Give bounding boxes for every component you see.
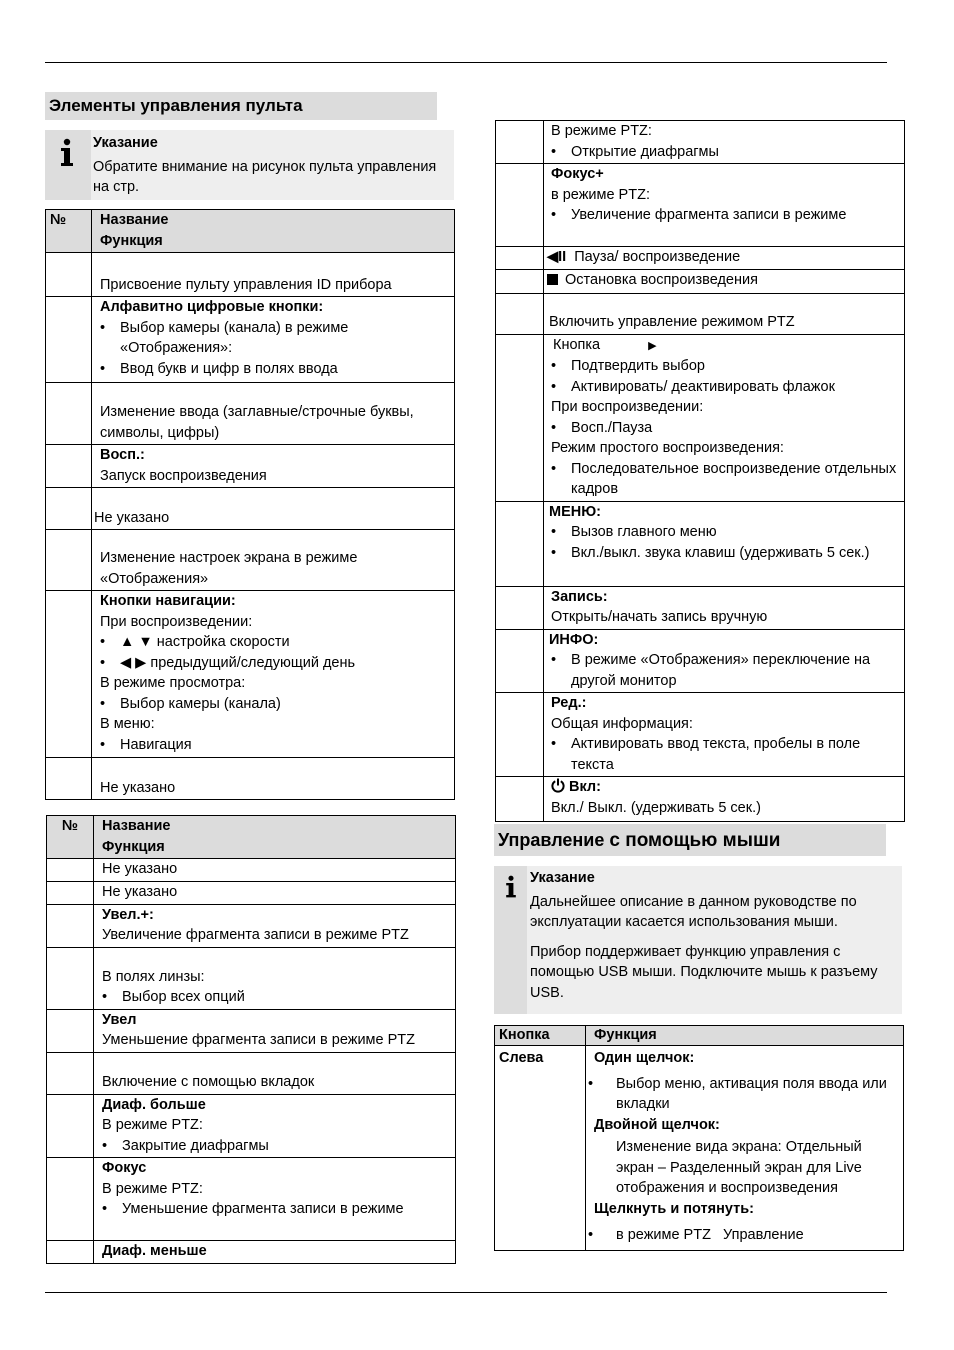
note-paragraph-1: Дальнейшее описание в данном руководстве по эксплуатации касается использования мыши. xyxy=(530,893,857,930)
table-row xyxy=(47,904,456,947)
list-item: • Выбор камеры (канала) xyxy=(100,694,454,715)
section-title-mouse xyxy=(494,824,886,856)
table-row xyxy=(46,253,455,297)
header-name: Название xyxy=(102,818,171,834)
drag-title: Щелкнуть и потянуть: xyxy=(594,1200,754,1217)
table-row xyxy=(496,293,905,334)
table-row xyxy=(496,121,905,164)
row-title: МЕНЮ: xyxy=(549,503,602,520)
table-row xyxy=(46,445,455,488)
double-click-text: Изменение вида экрана: Отдельный экран – Разделенный экран для Live отображения и воспроизведения xyxy=(616,1139,862,1196)
table-row xyxy=(46,758,455,800)
list-item: • Вкл./выкл. звука клавиш (удерживать 5 сек.) xyxy=(551,543,904,564)
info-icon xyxy=(503,874,519,900)
row-text: Не указано xyxy=(92,758,455,800)
header-func: Функция xyxy=(102,838,165,855)
col-header-name-func xyxy=(94,816,456,859)
list-item: • Подтвердить выбор xyxy=(551,356,904,377)
row-text: Запуск воспроизведения xyxy=(100,467,267,484)
power-icon xyxy=(551,778,565,793)
row-line: в режиме PTZ: xyxy=(551,186,650,203)
row-title: Увел.+: xyxy=(102,906,154,923)
list-item: • в режиме PTZ Управление xyxy=(588,1225,903,1246)
list-item: • Вызов главного меню xyxy=(551,522,904,543)
table-row xyxy=(47,881,456,904)
row-line: В режиме PTZ: xyxy=(551,123,652,139)
mouse-table xyxy=(494,1025,904,1251)
table-row xyxy=(496,629,905,693)
note-title: Указание xyxy=(93,135,158,151)
list-item: • Выбор всех опций xyxy=(102,987,455,1008)
row-title: Запись: xyxy=(551,588,608,605)
section-title-part-a: Управление xyxy=(498,830,610,850)
row-title: Восп.: xyxy=(100,447,145,463)
row-title: Диаф. больше xyxy=(102,1096,206,1113)
row-text: Открыть/начать запись вручную xyxy=(551,609,768,625)
header-func: Функция xyxy=(100,232,163,249)
table-row xyxy=(47,947,456,1009)
single-click-title: Один щелчок: xyxy=(594,1050,695,1066)
row-title: Фокус xyxy=(102,1160,147,1176)
table-row xyxy=(47,1094,456,1158)
row-text: Изменение настроек экрана в режиме «Отображения» xyxy=(92,530,455,591)
row-text: Не указано xyxy=(94,881,456,904)
row-text: Включение с помощью вкладок xyxy=(94,1052,456,1094)
table-row xyxy=(496,777,905,822)
list-item: • Последовательное воспроизведение отдельных кадров xyxy=(551,459,904,500)
section-title-remote: Элементы управления пульта xyxy=(45,92,437,120)
list-item: • В режиме «Отображения» переключение на другой монитор xyxy=(551,650,904,691)
list-item: • Навигация xyxy=(100,735,454,756)
table-row xyxy=(495,1046,904,1251)
list-item: • Ввод букв и цифр в полях ввода xyxy=(100,359,454,380)
table-row xyxy=(496,586,905,629)
double-click-title: Двойной щелчок: xyxy=(594,1116,720,1133)
play-icon: ▶ xyxy=(648,339,657,352)
row-line: В режиме PTZ: xyxy=(102,1180,203,1197)
list-item: • Выбор меню, активация поля ввода или вкладки xyxy=(588,1074,903,1115)
stop-icon xyxy=(547,274,558,285)
table-row xyxy=(46,591,455,758)
table-row xyxy=(46,488,455,530)
remote-table-1 xyxy=(45,209,455,800)
row-title: Вкл: xyxy=(569,779,601,795)
table-row xyxy=(496,164,905,247)
table-row xyxy=(46,297,455,383)
header-name: Название xyxy=(100,212,169,228)
note-title: Указание xyxy=(530,870,595,886)
note-text: Обратите внимание на рисунок пульта управления на стр. xyxy=(93,158,437,195)
table-row xyxy=(47,1052,456,1094)
bottom-rule xyxy=(45,1292,887,1293)
table-row xyxy=(496,501,905,586)
table-row xyxy=(47,859,456,882)
col-header-button: Кнопка xyxy=(495,1026,586,1046)
table-row xyxy=(47,1241,456,1264)
row-text: Не указано xyxy=(92,488,455,530)
row-text: Пауза/ воспроизведение xyxy=(574,249,741,265)
row-line: Общая информация: xyxy=(551,715,693,732)
table-row xyxy=(46,530,455,591)
row-title: Фокус+ xyxy=(551,166,604,182)
table-row xyxy=(496,334,905,501)
remote-table-2 xyxy=(46,815,456,1264)
section-title-part-b: с помощью мыши xyxy=(609,830,781,851)
col-header-num: № xyxy=(47,816,94,859)
mouse-button-left: Слева xyxy=(495,1046,586,1251)
table-row xyxy=(496,269,905,293)
row-line: Режим простого воспроизведения: xyxy=(551,440,784,456)
note-mouse xyxy=(494,866,902,1014)
list-item: • Увеличение фрагмента записи в режиме xyxy=(551,205,904,226)
row-text: Уменьшение фрагмента записи в режиме PTZ xyxy=(102,1032,415,1048)
table-row xyxy=(47,1009,456,1052)
row-title: ИНФО: xyxy=(549,631,599,648)
table-row xyxy=(46,383,455,445)
pause-play-icon: ◀II xyxy=(547,249,567,265)
row-text: Увеличение фрагмента записи в режиме PTZ xyxy=(102,927,409,943)
list-item: • Выбор камеры (канала) в режиме «Отображения»: xyxy=(100,318,454,359)
row-text: Изменение ввода (заглавные/строчные буквы, символы, цифры) xyxy=(92,383,455,445)
list-item: • Активировать/ деактивировать флажок xyxy=(551,377,904,398)
row-text: Присвоение пульту управления ID прибора xyxy=(92,253,455,297)
row-title: Ред.: xyxy=(551,695,587,711)
list-item: • Активировать ввод текста, пробелы в поле текста xyxy=(551,734,904,775)
row-title: Увел xyxy=(102,1011,137,1028)
row-title: Диаф. меньше xyxy=(102,1243,207,1259)
row-text: Не указано xyxy=(94,859,456,882)
row-line: При воспроизведении: xyxy=(551,399,704,415)
col-header-num: № xyxy=(46,210,92,253)
table-row xyxy=(496,247,905,270)
row-line: В полях линзы: xyxy=(102,968,205,985)
row-title: Кнопки навигации: xyxy=(100,593,236,609)
list-item: • Восп./Пауза xyxy=(551,418,904,439)
table-row xyxy=(47,1158,456,1241)
note-icon-bar xyxy=(494,866,527,1014)
list-item: • Закрытие диафрагмы xyxy=(102,1136,455,1157)
row-text: Вкл./ Выкл. (удерживать 5 сек.) xyxy=(551,799,761,816)
note-icon-bar xyxy=(45,130,91,200)
row-text: Остановка воспроизведения xyxy=(565,271,758,288)
row-line: В режиме просмотра: xyxy=(100,675,246,691)
row-line: При воспроизведении: xyxy=(100,613,253,630)
row-text: Включить управление режимом PTZ xyxy=(544,293,905,334)
remote-table-3 xyxy=(495,120,905,822)
note-remote xyxy=(45,130,454,200)
list-item: • Открытие диафрагмы xyxy=(551,142,904,163)
list-item: • ◀ ▶ предыдущий/следующий день xyxy=(100,653,454,674)
list-item: • ▲ ▼ настройка скорости xyxy=(100,632,454,653)
row-title: Алфавитно цифровые кнопки: xyxy=(100,299,324,315)
note-paragraph-2: Прибор поддерживает функцию управления с помощью USB мыши. Подключите мышь к разъему USB. xyxy=(530,943,878,1001)
row-line: В меню: xyxy=(100,716,155,732)
top-rule xyxy=(45,62,887,63)
row-line: В режиме PTZ: xyxy=(102,1117,203,1133)
col-header-function: Функция xyxy=(586,1026,904,1046)
table-row xyxy=(496,693,905,777)
row-title: Кнопка xyxy=(553,336,601,353)
list-item: • Уменьшение фрагмента записи в режиме xyxy=(102,1199,455,1220)
col-header-name-func xyxy=(92,210,455,253)
info-icon xyxy=(57,138,77,168)
